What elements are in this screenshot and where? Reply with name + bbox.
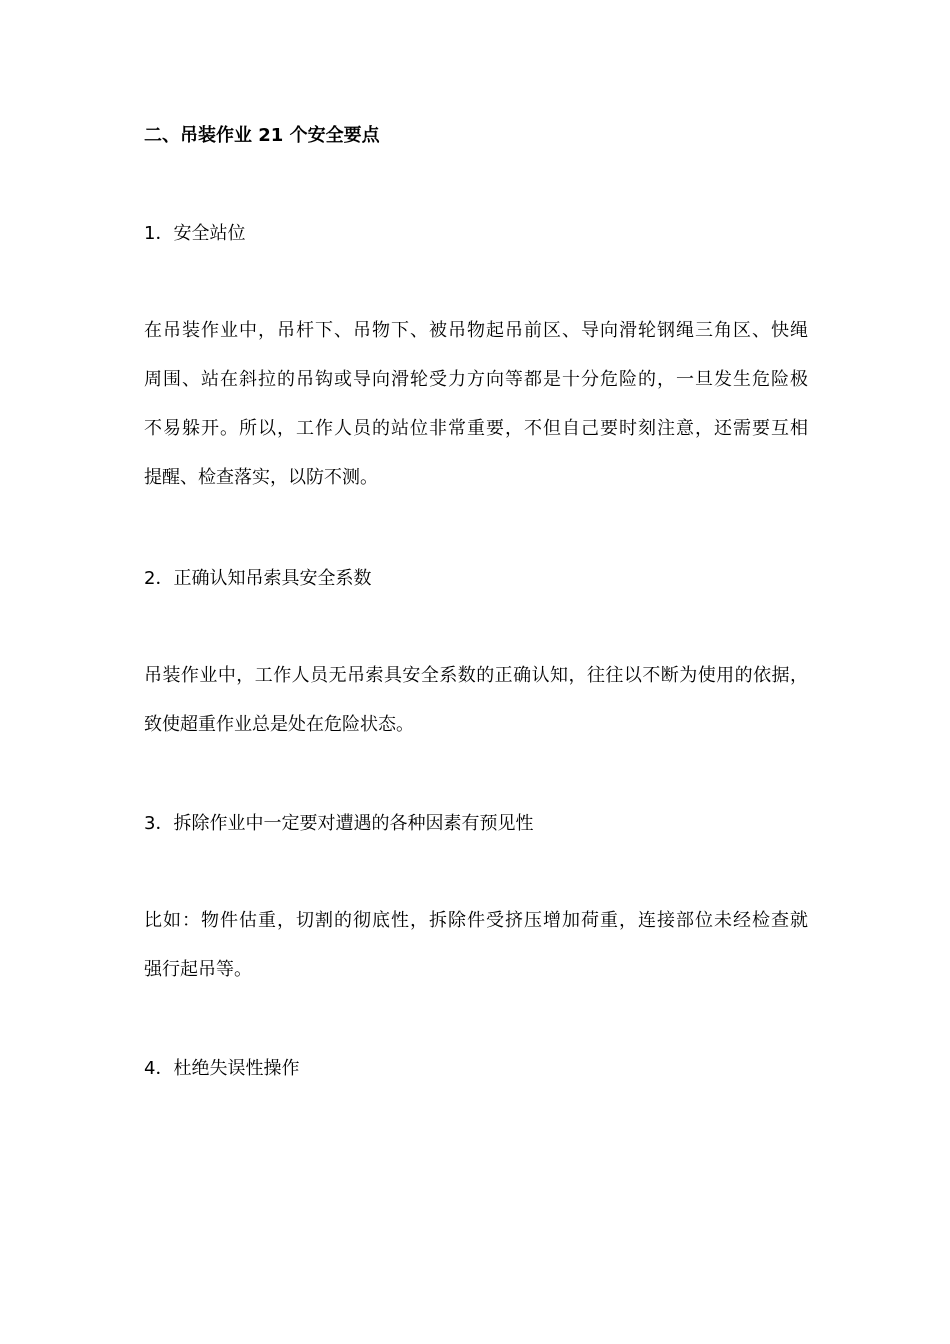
section-2-paragraph — [144, 651, 808, 749]
section-2-heading: 2．正确认知吊索具安全系数 — [144, 568, 372, 589]
section-title: 二、吊装作业 21 个安全要点 — [144, 125, 380, 146]
paragraph-line: 比如：物件估重，切割的彻底性，拆除件受挤压增加荷重，连接部位未经检查就 — [144, 910, 808, 931]
paragraph-line: 致使超重作业总是处在危险状态。 — [144, 714, 414, 735]
section-1-heading: 1．安全站位 — [144, 223, 246, 244]
section-4-heading: 4．杜绝失误性操作 — [144, 1058, 300, 1079]
section-3-paragraph — [144, 896, 808, 994]
paragraph-line: 周围、站在斜拉的吊钩或导向滑轮受力方向等都是十分危险的，一旦发生危险极 — [144, 369, 808, 390]
section-3-heading: 3．拆除作业中一定要对遭遇的各种因素有预见性 — [144, 813, 534, 834]
paragraph-line: 强行起吊等。 — [144, 959, 252, 980]
paragraph-line: 不易躲开。所以，工作人员的站位非常重要，不但自己要时刻注意，还需要互相 — [144, 418, 808, 439]
section-1-paragraph — [144, 306, 808, 502]
paragraph-line: 在吊装作业中，吊杆下、吊物下、被吊物起吊前区、导向滑轮钢绳三角区、快绳 — [144, 320, 808, 341]
paragraph-line: 吊装作业中，工作人员无吊索具安全系数的正确认知，往往以不断为使用的依据， — [144, 665, 808, 686]
paragraph-line: 提醒、检查落实，以防不测。 — [144, 467, 378, 488]
